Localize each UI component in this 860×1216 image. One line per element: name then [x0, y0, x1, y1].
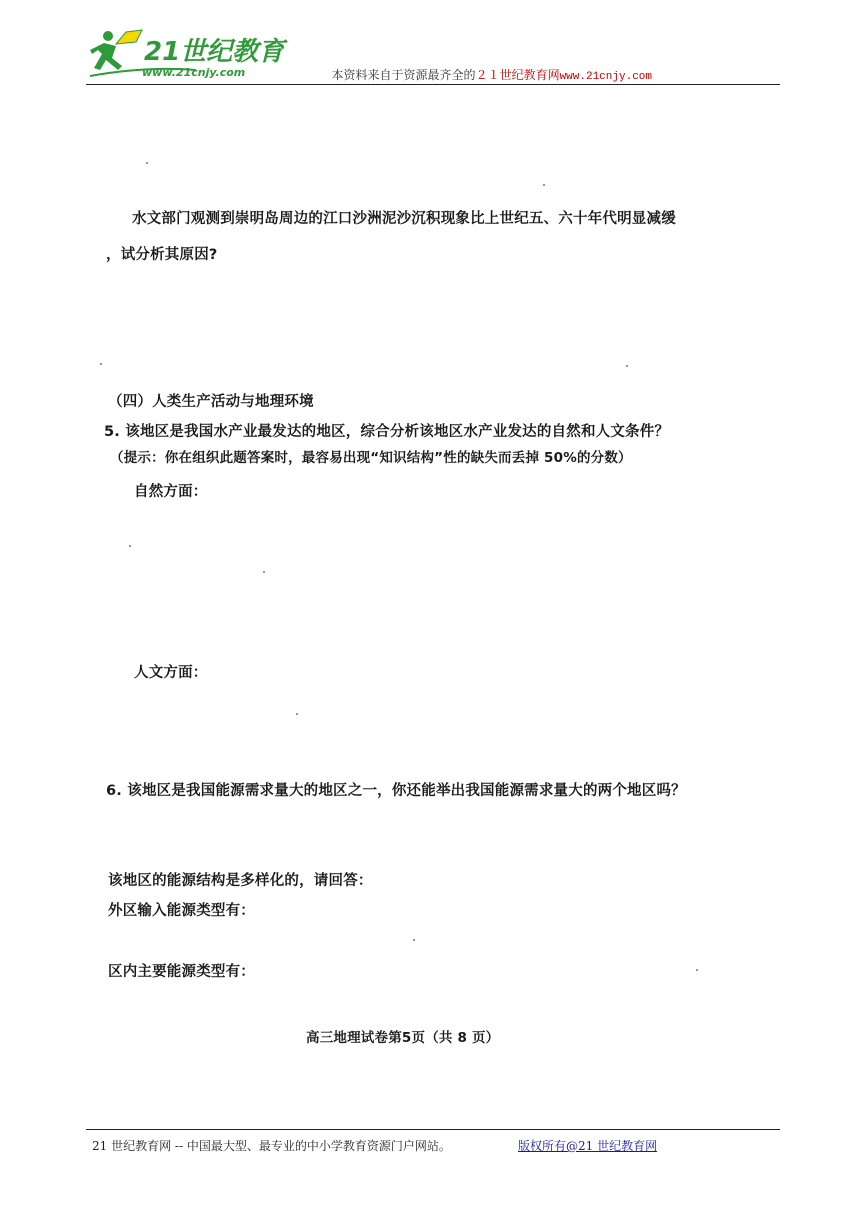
question-6-number: 6. [106, 783, 122, 799]
footer-copyright-link[interactable]: 版权所有@21 世纪教育网 [518, 1139, 658, 1153]
natural-aspect-label: 自然方面： [134, 484, 208, 500]
footer-divider [86, 1129, 780, 1130]
scan-speck [696, 969, 698, 971]
scan-speck [129, 545, 131, 547]
energy-external-label: 外区输入能源类型有： [108, 903, 255, 919]
scan-speck [296, 713, 298, 715]
energy-intro: 该地区的能源结构是多样化的，请回答： [108, 873, 373, 889]
site-logo [86, 26, 296, 82]
logo-text: 21世纪教育 [144, 37, 285, 67]
header-source-text [332, 66, 652, 83]
header-source-prefix: 本资料来自于资源最齐全的 [331, 68, 476, 82]
question-sediment-line2: ，试分析其原因? [106, 247, 218, 263]
scan-speck [146, 162, 148, 164]
question-5-number: 5. [104, 424, 120, 440]
human-aspect-label: 人文方面： [134, 665, 208, 681]
question-5 [104, 420, 669, 441]
question-6 [106, 779, 686, 800]
footer-site-description: 21 世纪教育网 -- 中国最大型、最专业的中小学教育资源门户网站。 [92, 1139, 451, 1153]
header-source-url[interactable]: www.21cnjy.com [559, 71, 652, 83]
scan-speck [543, 184, 545, 186]
scan-speck [100, 363, 102, 365]
header-divider [86, 84, 780, 85]
scan-speck [626, 365, 628, 367]
question-6-text: 该地区是我国能源需求量大的地区之一，你还能举出我国能源需求量大的两个地区吗？ [127, 783, 686, 799]
logo-url: www.21cnjy.com [142, 66, 246, 79]
scan-speck [413, 939, 415, 941]
energy-internal-label: 区内主要能源类型有： [108, 964, 255, 980]
page-number: 高三地理试卷第5页（共 8 页） [306, 1030, 500, 1046]
question-5-hint: （提示：你在组织此题答案时，最容易出现“知识结构”性的缺失而丢掉 50%的分数） [110, 450, 632, 466]
header-source-site[interactable]: ２１世纪教育网 [475, 68, 560, 82]
scan-speck [263, 571, 265, 573]
question-5-text: 该地区是我国水产业最发达的地区，综合分析该地区水产业发达的自然和人文条件？ [125, 424, 670, 440]
question-sediment-line1: 水文部门观测到崇明岛周边的江口沙洲泥沙沉积现象比上世纪五、六十年代明显减缓 [132, 211, 676, 227]
section-title: （四）人类生产活动与地理环境 [108, 394, 314, 410]
